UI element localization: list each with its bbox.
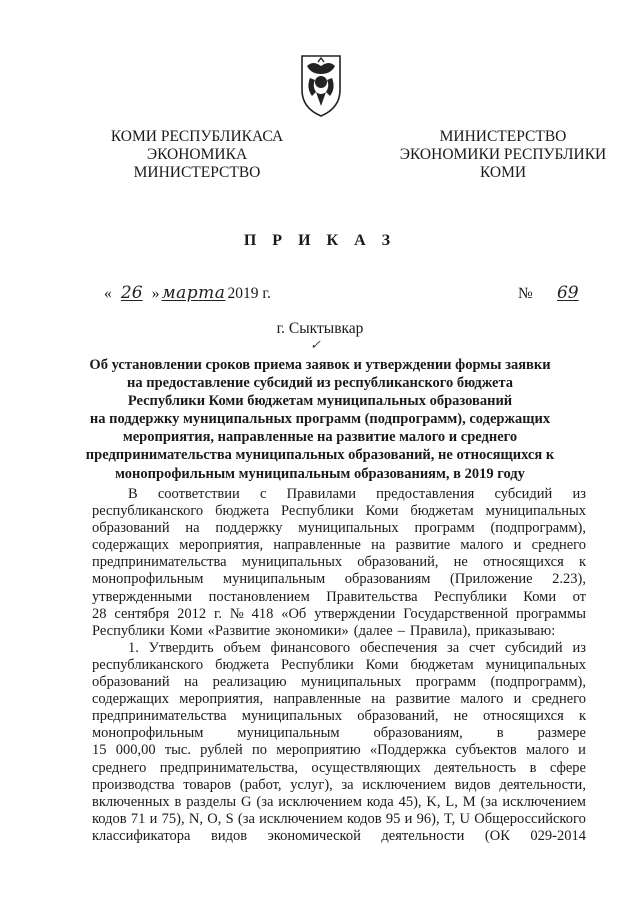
subject-line: Республики Коми бюджетам муниципальных образований <box>127 393 513 410</box>
body-word: Правила), <box>409 622 471 639</box>
body-word: 95 <box>385 810 401 827</box>
body-word: (за <box>237 810 255 827</box>
body-line <box>92 657 586 674</box>
body-word: видов <box>454 776 491 793</box>
body-word: среднего <box>531 537 586 554</box>
body-line <box>92 725 586 742</box>
body-word: монопрофильным <box>92 571 204 588</box>
body-word: деятельности, <box>499 776 586 793</box>
body-word: Коми <box>523 588 557 605</box>
body-line <box>92 503 586 520</box>
body-word: муниципальных <box>241 708 343 725</box>
body-word: утвержденными <box>92 588 193 605</box>
body-word: Правилами <box>286 486 356 502</box>
body-word: (подпрограмм), <box>490 520 586 537</box>
body-word: мероприятия, <box>179 537 264 554</box>
body-word: В <box>128 486 138 502</box>
body-word: «Поддержка <box>369 742 447 759</box>
body-word: (Приложение <box>449 571 533 588</box>
body-word: 96), <box>416 810 440 827</box>
body-word: (далее <box>353 622 393 639</box>
body-word: Республики <box>92 622 165 639</box>
body-word: поддержку <box>215 520 283 537</box>
body-word: и <box>513 537 522 554</box>
body-word: «Развитие <box>207 622 271 639</box>
body-word: малого <box>460 537 504 554</box>
komi-coat-of-arms-emblem <box>298 52 344 118</box>
body-word: «Об <box>281 605 307 622</box>
body-word: исключением <box>502 793 586 810</box>
body-line <box>92 742 586 759</box>
header-right-russian <box>394 128 612 182</box>
body-word: бюджетам <box>410 503 474 520</box>
body-word: услуг), <box>290 776 333 793</box>
body-line <box>92 606 586 623</box>
body-word: среднего <box>92 759 147 776</box>
body-word: Правительства <box>326 588 418 605</box>
body-word: 15 <box>92 742 107 759</box>
body-word: направленные <box>273 537 361 554</box>
body-word: счет <box>468 639 496 656</box>
body-word: бюджета <box>215 656 270 673</box>
body-word: K, <box>426 793 441 810</box>
body-word: муниципальным <box>237 725 340 742</box>
body-word: M <box>462 793 476 810</box>
body-word: экономической <box>267 827 361 844</box>
body-word: на <box>184 674 199 691</box>
body-word: не <box>453 554 468 571</box>
body-word: товаров <box>183 776 232 793</box>
body-word: предпринимательства <box>92 554 227 571</box>
body-line <box>92 520 586 537</box>
body-word: приказываю: <box>475 622 556 639</box>
body-line <box>92 828 586 845</box>
body-word: на <box>371 691 386 708</box>
body-line <box>92 691 586 708</box>
body-word: образований, <box>357 708 439 725</box>
body-word: образований <box>92 674 170 691</box>
body-word: бюджетам <box>410 656 474 673</box>
body-word: Республики <box>281 503 354 520</box>
body-line <box>92 674 586 691</box>
body-word: предоставления <box>376 486 475 502</box>
body-word: направленные <box>273 691 361 708</box>
body-word: экономики» <box>275 622 349 639</box>
body-line <box>92 760 586 777</box>
body-word: разделы <box>186 793 237 810</box>
body-word: и <box>149 810 158 827</box>
body-word: не <box>453 708 468 725</box>
header-left-line-1: КОМИ РЕСПУБЛИКАСА <box>110 128 284 145</box>
header-right-line-2: ЭКОНОМИКИ РЕСПУБЛИКИ <box>399 146 607 163</box>
body-word: содержащих <box>92 691 169 708</box>
body-line <box>92 486 586 503</box>
body-word: образованиям <box>344 571 431 588</box>
body-word: и <box>404 810 413 827</box>
body-word: размере <box>537 725 586 742</box>
body-word: республиканского <box>92 503 204 520</box>
order-number <box>518 283 595 303</box>
body-word: на <box>185 520 200 537</box>
header-left-line-2: ЭКОНОМИКА <box>146 146 248 163</box>
body-line <box>92 708 586 725</box>
body-word: 2.23), <box>552 571 586 588</box>
body-word: монопрофильным <box>92 725 204 742</box>
body-word: (за <box>480 793 498 810</box>
document-title: П Р И К А З <box>243 232 397 249</box>
body-line <box>92 571 586 588</box>
body-word: L, <box>445 793 458 810</box>
body-word: Республики <box>434 588 507 605</box>
body-word: мероприятию <box>276 742 361 759</box>
body-line <box>92 811 586 828</box>
body-word: соответствии <box>157 486 240 502</box>
body-word: U <box>459 810 471 827</box>
body-word: постановлением <box>208 588 310 605</box>
body-word: на <box>371 537 386 554</box>
body-word: исключением <box>259 810 343 827</box>
body-word: кодов <box>347 810 382 827</box>
body-word: развитие <box>395 537 451 554</box>
body-word: (подпрограмм), <box>490 674 586 691</box>
body-word: O, <box>207 810 222 827</box>
body-word: субсидий <box>494 486 553 502</box>
body-line <box>92 589 586 606</box>
body-word: деятельности <box>381 827 465 844</box>
body-word: рублей <box>200 742 243 759</box>
body-word: G <box>241 793 252 810</box>
body-word: 45), <box>398 793 422 810</box>
body-word: содержащих <box>92 537 169 554</box>
date-year: 2019 г. <box>227 285 271 302</box>
body-word: бюджета <box>215 503 270 520</box>
body-word: производства <box>92 776 175 793</box>
body-word: № <box>229 605 244 622</box>
body-word: муниципальных <box>298 520 399 537</box>
body-word: к <box>578 708 586 725</box>
body-word: (за <box>256 793 274 810</box>
body-word: – <box>397 622 405 639</box>
body-word: 75), <box>161 810 185 827</box>
body-word: осуществляющих <box>311 759 421 776</box>
checkmark-icon: ✓ <box>310 337 321 352</box>
body-word: обеспечения <box>359 639 438 656</box>
body-word: 2012 <box>177 605 207 622</box>
header-right-line-3: КОМИ <box>479 164 527 181</box>
handwritten-number: 69 <box>556 283 579 303</box>
order-body <box>92 486 586 845</box>
body-line <box>92 623 586 640</box>
body-word: видов <box>210 827 248 844</box>
body-word: относящихся <box>483 708 564 725</box>
body-word: с <box>259 486 267 502</box>
subject-line: предпринимательства муниципальных образований, не относящихся к <box>85 447 555 464</box>
body-word: по <box>251 742 267 759</box>
body-word: за <box>447 639 460 656</box>
body-word: тыс. <box>164 742 191 759</box>
body-word: объем <box>223 639 261 656</box>
body-line <box>92 794 586 811</box>
subject-line: Об установлении сроков приема заявок и утверждении формы заявки <box>89 357 551 373</box>
body-line <box>92 554 586 571</box>
header-left-line-3: МИНИСТЕРСТВО <box>133 164 261 181</box>
order-subject <box>0 356 640 483</box>
body-word: относящихся <box>483 554 564 571</box>
body-word: среднего <box>531 691 586 708</box>
body-word: программ <box>415 674 477 691</box>
subject-line: мероприятия, направленные на развитие малого и среднего <box>122 429 518 446</box>
header-right-line-1: МИНИСТЕРСТВО <box>439 128 567 145</box>
body-word: реализацию <box>212 674 287 691</box>
body-word: в <box>496 725 504 742</box>
body-word: за <box>341 776 354 793</box>
body-word: 418 <box>251 605 274 622</box>
body-word: г. <box>214 605 222 622</box>
body-line <box>92 777 586 794</box>
date-close-quote: » <box>151 285 160 302</box>
body-line <box>92 640 586 657</box>
body-word: муниципальных <box>485 656 586 673</box>
body-word: Коми <box>365 503 399 520</box>
body-word: кода <box>366 793 394 810</box>
body-word: муниципальным <box>222 571 326 588</box>
body-word: образованиям, <box>373 725 463 742</box>
body-word: республиканского <box>92 656 204 673</box>
order-date <box>104 283 271 303</box>
body-word: 029-2014 <box>530 827 586 844</box>
body-word: T, <box>443 810 456 827</box>
body-word: финансового <box>270 639 351 656</box>
body-word: в <box>174 793 182 810</box>
body-word: от <box>572 588 586 605</box>
body-word: предпринимательства, <box>159 759 298 776</box>
body-word: исключением <box>362 776 446 793</box>
body-word: из <box>572 486 586 502</box>
body-word: муниципальных <box>300 674 402 691</box>
body-word: муниципальных <box>485 503 586 520</box>
body-word: к <box>578 554 586 571</box>
subject-line: на предоставление субсидий из республиканского бюджета <box>127 375 513 392</box>
body-word: развитие <box>395 691 451 708</box>
body-word: образований, <box>357 554 439 571</box>
body-word: 28 <box>92 605 107 622</box>
body-word: кодов <box>92 810 127 827</box>
body-word: в <box>529 759 537 776</box>
body-word: муниципальных <box>241 554 343 571</box>
number-label: № <box>518 285 533 302</box>
body-word: (работ, <box>239 776 282 793</box>
body-word: субъектов <box>455 742 517 759</box>
body-word: (ОК <box>484 827 510 844</box>
body-word: малого <box>525 742 569 759</box>
body-word: программы <box>515 605 586 622</box>
subject-line: на поддержку муниципальных программ (подпрограмм), содержащих <box>89 411 551 428</box>
body-word: Республики <box>281 656 354 673</box>
body-word: S <box>225 810 234 827</box>
body-word: N, <box>188 810 203 827</box>
body-word: мероприятия, <box>179 691 264 708</box>
body-word: Утвердить <box>148 639 214 656</box>
body-word: субсидий <box>504 639 563 656</box>
body-word: и <box>578 742 586 759</box>
body-word: из <box>572 639 586 656</box>
body-line <box>92 537 586 554</box>
body-word: предпринимательства <box>92 708 227 725</box>
body-word: Общероссийского <box>474 810 586 827</box>
body-word: образований <box>92 520 170 537</box>
handwritten-day: 26 <box>120 283 143 303</box>
body-word: исключением <box>278 793 362 810</box>
body-word: классификатора <box>92 827 191 844</box>
body-word: 000,00 <box>115 742 156 759</box>
body-word: малого <box>460 691 504 708</box>
body-word: 1. <box>128 639 139 656</box>
body-word: сфере <box>549 759 586 776</box>
city-line: г. Сыктывкар <box>276 320 364 337</box>
body-word: сентября <box>114 605 170 622</box>
body-word: 71 <box>130 810 146 827</box>
subject-line: монопрофильным муниципальным образованиям, в 2019 году <box>115 465 525 482</box>
body-word: Государственной <box>403 605 509 622</box>
header-left-komi <box>92 128 302 182</box>
body-word: Коми <box>169 622 203 639</box>
body-word: и <box>513 691 522 708</box>
date-open-quote: « <box>104 285 112 302</box>
handwritten-month: марта <box>161 283 226 303</box>
body-word: программ <box>414 520 475 537</box>
body-word: утверждении <box>314 605 396 622</box>
body-word: Коми <box>365 656 399 673</box>
body-word: деятельность <box>434 759 517 776</box>
body-word: включенных <box>92 793 170 810</box>
